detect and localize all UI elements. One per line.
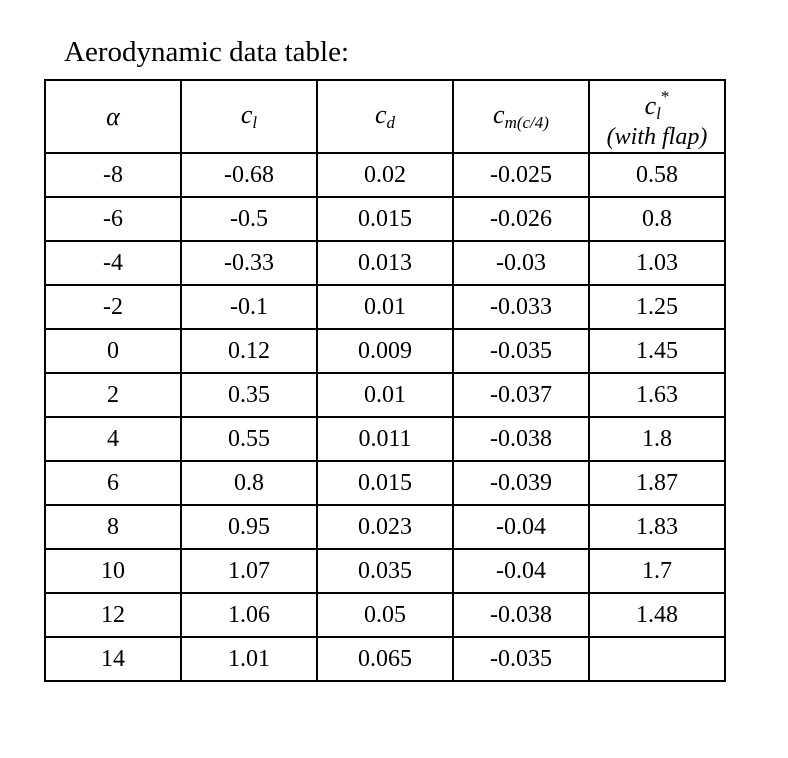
cell-cl-flap: 0.58 — [589, 153, 725, 197]
cell-cl: 0.8 — [181, 461, 317, 505]
cell-alpha: 4 — [45, 417, 181, 461]
cell-cm: -0.033 — [453, 285, 589, 329]
header-row — [45, 80, 725, 153]
cell-cl-flap: 1.8 — [589, 417, 725, 461]
table-body — [45, 153, 725, 681]
cell-cd: 0.05 — [317, 593, 453, 637]
cell-cm: -0.039 — [453, 461, 589, 505]
cm-symbol: c — [493, 100, 505, 129]
cell-cd: 0.01 — [317, 373, 453, 417]
cell-alpha: 10 — [45, 549, 181, 593]
cell-cl-flap: 1.45 — [589, 329, 725, 373]
cell-alpha: 14 — [45, 637, 181, 681]
cell-cm: -0.038 — [453, 593, 589, 637]
cell-cd: 0.01 — [317, 285, 453, 329]
table-row — [45, 505, 725, 549]
cell-cd: 0.013 — [317, 241, 453, 285]
table-caption: Aerodynamic data table: — [64, 36, 350, 68]
cell-alpha: -4 — [45, 241, 181, 285]
clf-symbol: c — [644, 91, 657, 120]
cell-cl: -0.1 — [181, 285, 317, 329]
cell-cl: 0.12 — [181, 329, 317, 373]
cell-alpha: 6 — [45, 461, 181, 505]
header-alpha — [45, 80, 181, 153]
cell-cl-flap: 1.7 — [589, 549, 725, 593]
cell-cm: -0.04 — [453, 549, 589, 593]
cell-cl-flap: 1.87 — [589, 461, 725, 505]
cell-cd: 0.02 — [317, 153, 453, 197]
cm-subscript: m(c/4) — [504, 113, 549, 132]
cell-cm: -0.025 — [453, 153, 589, 197]
table-row — [45, 373, 725, 417]
table-row — [45, 549, 725, 593]
table-row — [45, 461, 725, 505]
cell-cl-flap: 1.83 — [589, 505, 725, 549]
cell-cd: 0.015 — [317, 197, 453, 241]
cell-cd: 0.035 — [317, 549, 453, 593]
cd-subscript: d — [386, 113, 396, 132]
cell-cd: 0.011 — [317, 417, 453, 461]
cell-cm: -0.035 — [453, 637, 589, 681]
aerodynamic-data-table — [44, 79, 726, 682]
cell-alpha: 12 — [45, 593, 181, 637]
table-row — [45, 197, 725, 241]
cell-cm: -0.038 — [453, 417, 589, 461]
cell-cl-flap: 1.03 — [589, 241, 725, 285]
table-row — [45, 153, 725, 197]
cl-symbol: c — [240, 100, 253, 129]
cell-alpha: -2 — [45, 285, 181, 329]
cell-cl: 0.55 — [181, 417, 317, 461]
cell-cm: -0.037 — [453, 373, 589, 417]
cl-subscript: l — [252, 113, 258, 132]
header-lift-coefficient-with-flap — [589, 80, 725, 153]
alpha-symbol: α — [106, 101, 120, 131]
header-drag-coefficient — [317, 80, 453, 153]
cell-cl: 1.06 — [181, 593, 317, 637]
cell-cl: 0.95 — [181, 505, 317, 549]
cell-alpha: -8 — [45, 153, 181, 197]
cell-cd: 0.015 — [317, 461, 453, 505]
cell-cd: 0.065 — [317, 637, 453, 681]
cell-cd: 0.009 — [317, 329, 453, 373]
cell-cl-flap: 1.48 — [589, 593, 725, 637]
cell-cd: 0.023 — [317, 505, 453, 549]
header-moment-coefficient — [453, 80, 589, 153]
table-row — [45, 329, 725, 373]
cell-cl-flap: 0.8 — [589, 197, 725, 241]
with-flap-note: (with flap) — [606, 124, 708, 150]
cell-cm: -0.03 — [453, 241, 589, 285]
table-row — [45, 241, 725, 285]
cell-alpha: 2 — [45, 373, 181, 417]
table-row — [45, 285, 725, 329]
cell-cl: -0.33 — [181, 241, 317, 285]
cell-cl: 0.35 — [181, 373, 317, 417]
cell-cm: -0.04 — [453, 505, 589, 549]
clf-subscript: l — [656, 104, 661, 123]
cell-cl: -0.68 — [181, 153, 317, 197]
cell-cm: -0.026 — [453, 197, 589, 241]
cell-cl: 1.07 — [181, 549, 317, 593]
header-lift-coefficient — [181, 80, 317, 153]
cell-cm: -0.035 — [453, 329, 589, 373]
cell-cl-flap: 1.25 — [589, 285, 725, 329]
cell-alpha: 8 — [45, 505, 181, 549]
table-row — [45, 417, 725, 461]
clf-symbol-group — [590, 84, 724, 127]
cell-cl: 1.01 — [181, 637, 317, 681]
table-row — [45, 637, 725, 681]
table-row — [45, 593, 725, 637]
cell-alpha: 0 — [45, 329, 181, 373]
clf-superscript: * — [660, 87, 670, 106]
cell-alpha: -6 — [45, 197, 181, 241]
cd-symbol: c — [374, 100, 387, 129]
cell-cl-flap: 1.63 — [589, 373, 725, 417]
cell-cl: -0.5 — [181, 197, 317, 241]
cell-cl-flap — [589, 637, 725, 681]
